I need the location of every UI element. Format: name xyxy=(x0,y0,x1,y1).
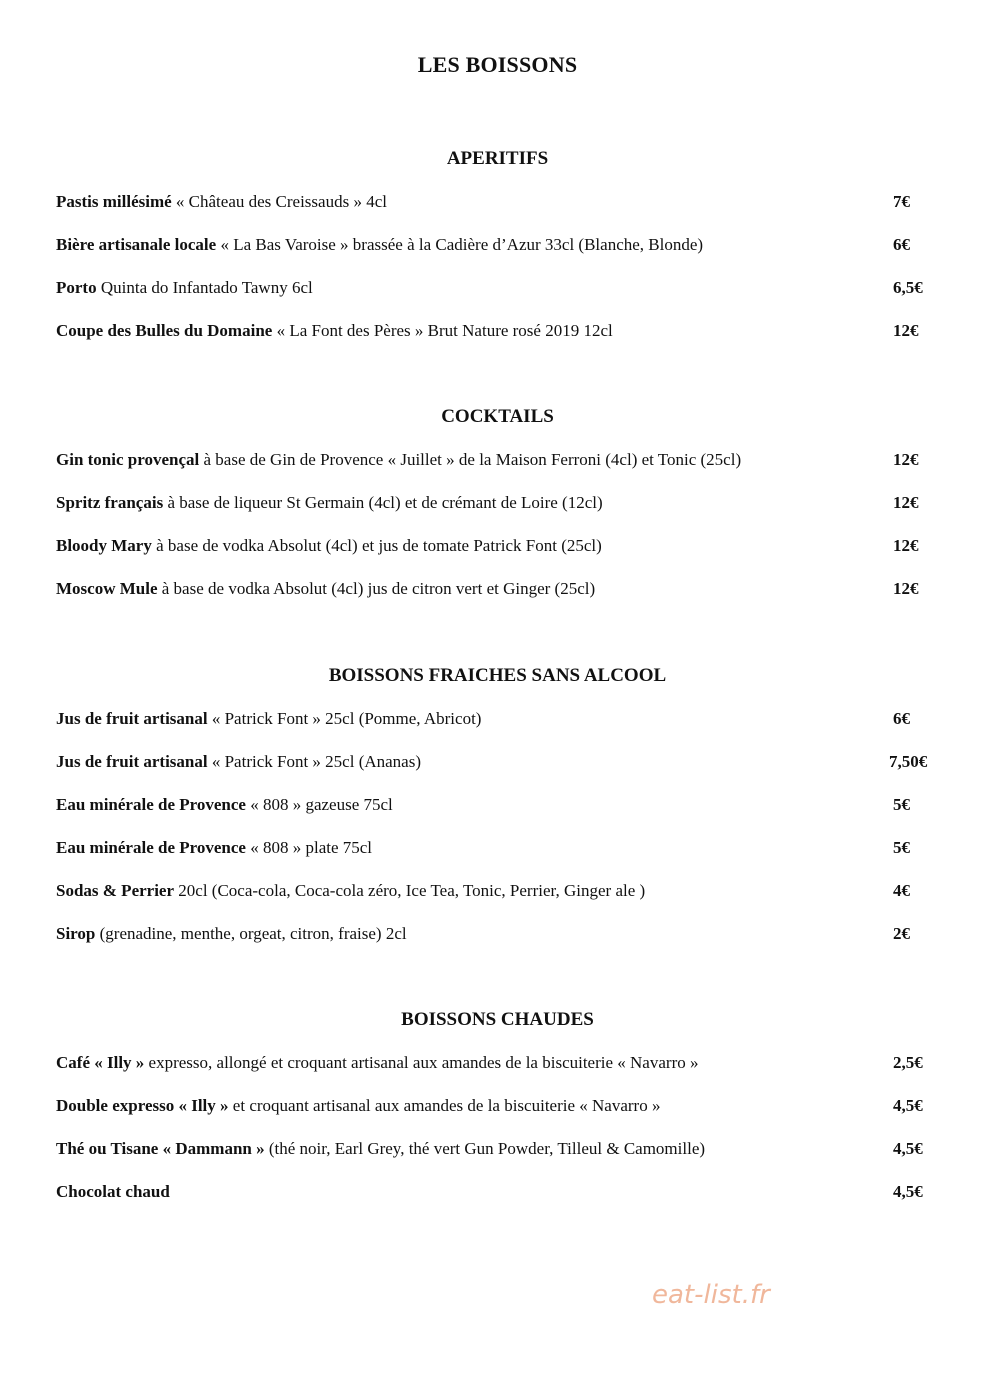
item-name: Eau minérale de Provence xyxy=(56,838,246,857)
item-name: Pastis millésimé xyxy=(56,192,172,211)
item-text xyxy=(56,708,481,730)
item-description: expresso, allongé et croquant artisanal aux amandes de la biscuiterie « Navarro » xyxy=(144,1053,699,1072)
menu-item xyxy=(0,751,989,794)
section-hot-drinks xyxy=(0,1009,989,1224)
menu-item xyxy=(0,320,989,363)
item-text xyxy=(56,1138,705,1160)
item-description: (grenadine, menthe, orgeat, citron, fraise) 2cl xyxy=(95,924,407,943)
item-price: 12€ xyxy=(893,450,919,469)
item-description: à base de vodka Absolut (4cl) jus de citron vert et Ginger (25cl) xyxy=(157,579,596,598)
item-text xyxy=(56,794,393,816)
item-text xyxy=(56,923,407,945)
menu-list xyxy=(0,191,989,363)
item-price: 6€ xyxy=(893,709,910,728)
item-description: à base de vodka Absolut (4cl) et jus de tomate Patrick Font (25cl) xyxy=(151,536,602,555)
item-name: Jus de fruit artisanal xyxy=(56,752,208,771)
item-description: (thé noir, Earl Grey, thé vert Gun Powder, Tilleul & Camomille) xyxy=(264,1139,706,1158)
item-text xyxy=(56,1052,698,1074)
menu-item xyxy=(0,492,989,535)
section-aperitifs xyxy=(0,148,989,363)
item-description: « Château des Creissauds » 4cl xyxy=(171,192,387,211)
item-price: 4,5€ xyxy=(893,1096,923,1115)
item-name: Jus de fruit artisanal xyxy=(56,709,208,728)
section-heading: BOISSONS FRAICHES SANS ALCOOL xyxy=(328,665,667,686)
item-description: à base de Gin de Provence « Juillet » de la Maison Ferroni (4cl) et Tonic (25cl) xyxy=(199,450,742,469)
menu-item xyxy=(0,535,989,578)
menu-item xyxy=(0,880,989,923)
item-price: 12€ xyxy=(893,536,919,555)
item-text xyxy=(56,837,372,859)
item-description: à base de liqueur St Germain (4cl) et de crémant de Loire (12cl) xyxy=(163,493,603,512)
section-heading: BOISSONS CHAUDES xyxy=(401,1009,594,1030)
item-price: 5€ xyxy=(893,795,910,814)
item-description: et croquant artisanal aux amandes de la biscuiterie « Navarro » xyxy=(228,1096,661,1115)
menu-item xyxy=(0,277,989,320)
menu-item xyxy=(0,708,989,751)
item-price: 12€ xyxy=(893,493,919,512)
item-name: Moscow Mule xyxy=(56,579,158,598)
item-text xyxy=(56,1095,660,1117)
menu-list xyxy=(0,708,989,966)
item-name: Eau minérale de Provence xyxy=(56,795,246,814)
item-description: « Patrick Font » 25cl (Pomme, Abricot) xyxy=(207,709,482,728)
section-cocktails xyxy=(0,406,989,621)
item-price: 12€ xyxy=(893,579,919,598)
item-text xyxy=(56,320,613,342)
menu-item xyxy=(0,578,989,621)
item-text xyxy=(56,277,313,299)
item-name: Chocolat chaud xyxy=(56,1182,170,1201)
item-text xyxy=(56,880,645,902)
item-price: 12€ xyxy=(893,321,919,340)
menu-list xyxy=(0,1052,989,1224)
menu-item xyxy=(0,191,989,234)
item-text xyxy=(56,751,421,773)
item-description: « 808 » gazeuse 75cl xyxy=(245,795,393,814)
item-name: Sodas & Perrier xyxy=(56,881,175,900)
menu-list xyxy=(0,449,989,621)
menu-item xyxy=(0,1138,989,1181)
menu-item xyxy=(0,837,989,880)
item-text xyxy=(56,449,741,471)
watermark: eat-list.fr xyxy=(652,1280,770,1310)
item-text xyxy=(56,492,603,514)
item-price: 6,5€ xyxy=(893,278,923,297)
item-price: 4,5€ xyxy=(893,1182,923,1201)
section-heading: COCKTAILS xyxy=(441,406,554,427)
item-description: « Patrick Font » 25cl (Ananas) xyxy=(207,752,421,771)
item-text xyxy=(56,234,703,256)
menu-item xyxy=(0,234,989,277)
section-heading: APERITIFS xyxy=(446,148,549,169)
item-name: Spritz français xyxy=(56,493,164,512)
item-name: Porto xyxy=(56,278,97,297)
menu-item xyxy=(0,449,989,492)
item-name: Café « Illy » xyxy=(56,1053,145,1072)
item-name: Sirop xyxy=(56,924,96,943)
section-cold-drinks xyxy=(0,665,989,966)
menu-item xyxy=(0,1181,989,1224)
item-price: 5€ xyxy=(893,838,910,857)
item-name: Coupe des Bulles du Domaine xyxy=(56,321,273,340)
item-price: 7€ xyxy=(893,192,910,211)
item-description: « La Bas Varoise » brassée à la Cadière d’Azur 33cl (Blanche, Blonde) xyxy=(216,235,704,254)
item-description: « La Font des Pères » Brut Nature rosé 2019 12cl xyxy=(272,321,613,340)
item-description: « 808 » plate 75cl xyxy=(245,838,373,857)
item-price: 2€ xyxy=(893,924,910,943)
menu-item xyxy=(0,794,989,837)
menu-item xyxy=(0,1052,989,1095)
item-text xyxy=(56,191,387,213)
item-description: 20cl (Coca-cola, Coca-cola zéro, Ice Tea, Tonic, Perrier, Ginger ale ) xyxy=(174,881,646,900)
item-price: 4€ xyxy=(893,881,910,900)
item-price: 6€ xyxy=(893,235,910,254)
item-text xyxy=(56,1181,170,1203)
item-description: Quinta do Infantado Tawny 6cl xyxy=(96,278,313,297)
menu-item xyxy=(0,1095,989,1138)
item-name: Gin tonic provençal xyxy=(56,450,200,469)
item-name: Bloody Mary xyxy=(56,536,152,555)
item-name: Double expresso « Illy » xyxy=(56,1096,229,1115)
item-name: Thé ou Tisane « Dammann » xyxy=(56,1139,265,1158)
item-price: 7,50€ xyxy=(889,752,928,771)
item-text xyxy=(56,578,595,600)
menu-item xyxy=(0,923,989,966)
item-price: 4,5€ xyxy=(893,1139,923,1158)
item-name: Bière artisanale locale xyxy=(56,235,217,254)
item-text xyxy=(56,535,602,557)
page-title: LES BOISSONS xyxy=(417,52,578,77)
item-price: 2,5€ xyxy=(893,1053,923,1072)
